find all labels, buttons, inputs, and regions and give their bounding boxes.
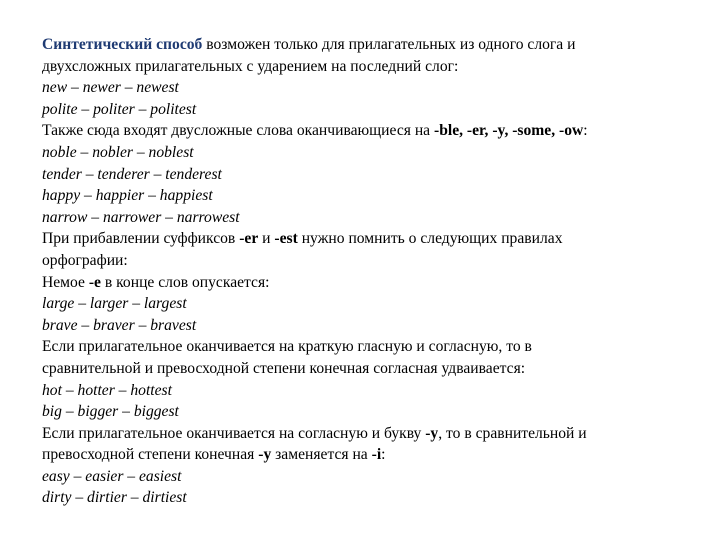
- text-fragment: :: [583, 122, 588, 140]
- rule-y-to-i-line-1: [42, 423, 692, 445]
- letter-y: -y: [425, 424, 439, 442]
- example-narrow: narrow – narrower – narrowest: [42, 208, 240, 226]
- example-noble: noble – nobler – noblest: [42, 143, 194, 161]
- text-fragment: заменяется на: [271, 446, 372, 464]
- text-fragment: Немое: [42, 273, 89, 291]
- rule-y-to-i-line-2: [42, 444, 692, 466]
- suffix-er: -er: [239, 230, 259, 248]
- example-hot: hot – hotter – hottest: [42, 381, 172, 399]
- example-easy: easy – easier – easiest: [42, 467, 182, 485]
- example-new: new – newer – newest: [42, 79, 179, 97]
- example-brave: brave – braver – bravest: [42, 316, 197, 334]
- example-tender: tender – tenderer – tenderest: [42, 165, 222, 183]
- letter-y: -y: [258, 446, 272, 464]
- example-polite: polite – politer – politest: [42, 100, 197, 118]
- text-fragment: , то в сравнительной и: [438, 424, 587, 442]
- example-large: large – larger – largest: [42, 295, 187, 313]
- example-dirty: dirty – dirtier – dirtiest: [42, 489, 187, 507]
- example-big: big – bigger – biggest: [42, 403, 179, 421]
- suffix-est: -est: [274, 230, 298, 248]
- example-happy: happy – happier – happiest: [42, 187, 213, 205]
- term-synthetic-method: Синтетический способ: [42, 36, 203, 53]
- rule-suffix-spelling-line-1: [42, 228, 692, 250]
- rule-disyllabic: [42, 120, 692, 142]
- rule-double-consonant-line-1: Если прилагательное оканчивается на краткую гласную и согласную, то в: [42, 338, 532, 356]
- rule-synthetic-line-2: двухсложных прилагательных с ударением на последний слог:: [42, 57, 459, 75]
- letter-i: -i: [371, 446, 382, 464]
- text-fragment: При прибавлении суффиксов: [42, 230, 240, 248]
- rule-synthetic-line-1: [42, 34, 692, 56]
- rule-silent-e: [42, 272, 692, 294]
- rule-suffix-spelling-line-2: орфографии:: [42, 251, 128, 269]
- text-fragment: Также сюда входят двусложные слова оканчивающиеся на: [42, 122, 434, 140]
- suffix-list: -ble, -er, -y, -some, -ow: [434, 122, 584, 140]
- text-fragment: нужно помнить о следующих правилах: [297, 230, 563, 248]
- rule-double-consonant-line-2: сравнительной и превосходной степени конечная согласная удваивается:: [42, 359, 526, 377]
- text-fragment: возможен только для прилагательных из одного слога и: [202, 36, 576, 53]
- text-fragment: :: [381, 446, 386, 464]
- text-fragment: Если прилагательное оканчивается на согласную и букву: [42, 424, 426, 442]
- document-body: [42, 34, 692, 509]
- letter-e: -е: [88, 273, 101, 291]
- text-fragment: и: [258, 230, 275, 248]
- text-fragment: в конце слов опускается:: [100, 273, 270, 291]
- text-fragment: превосходной степени конечная: [42, 446, 259, 464]
